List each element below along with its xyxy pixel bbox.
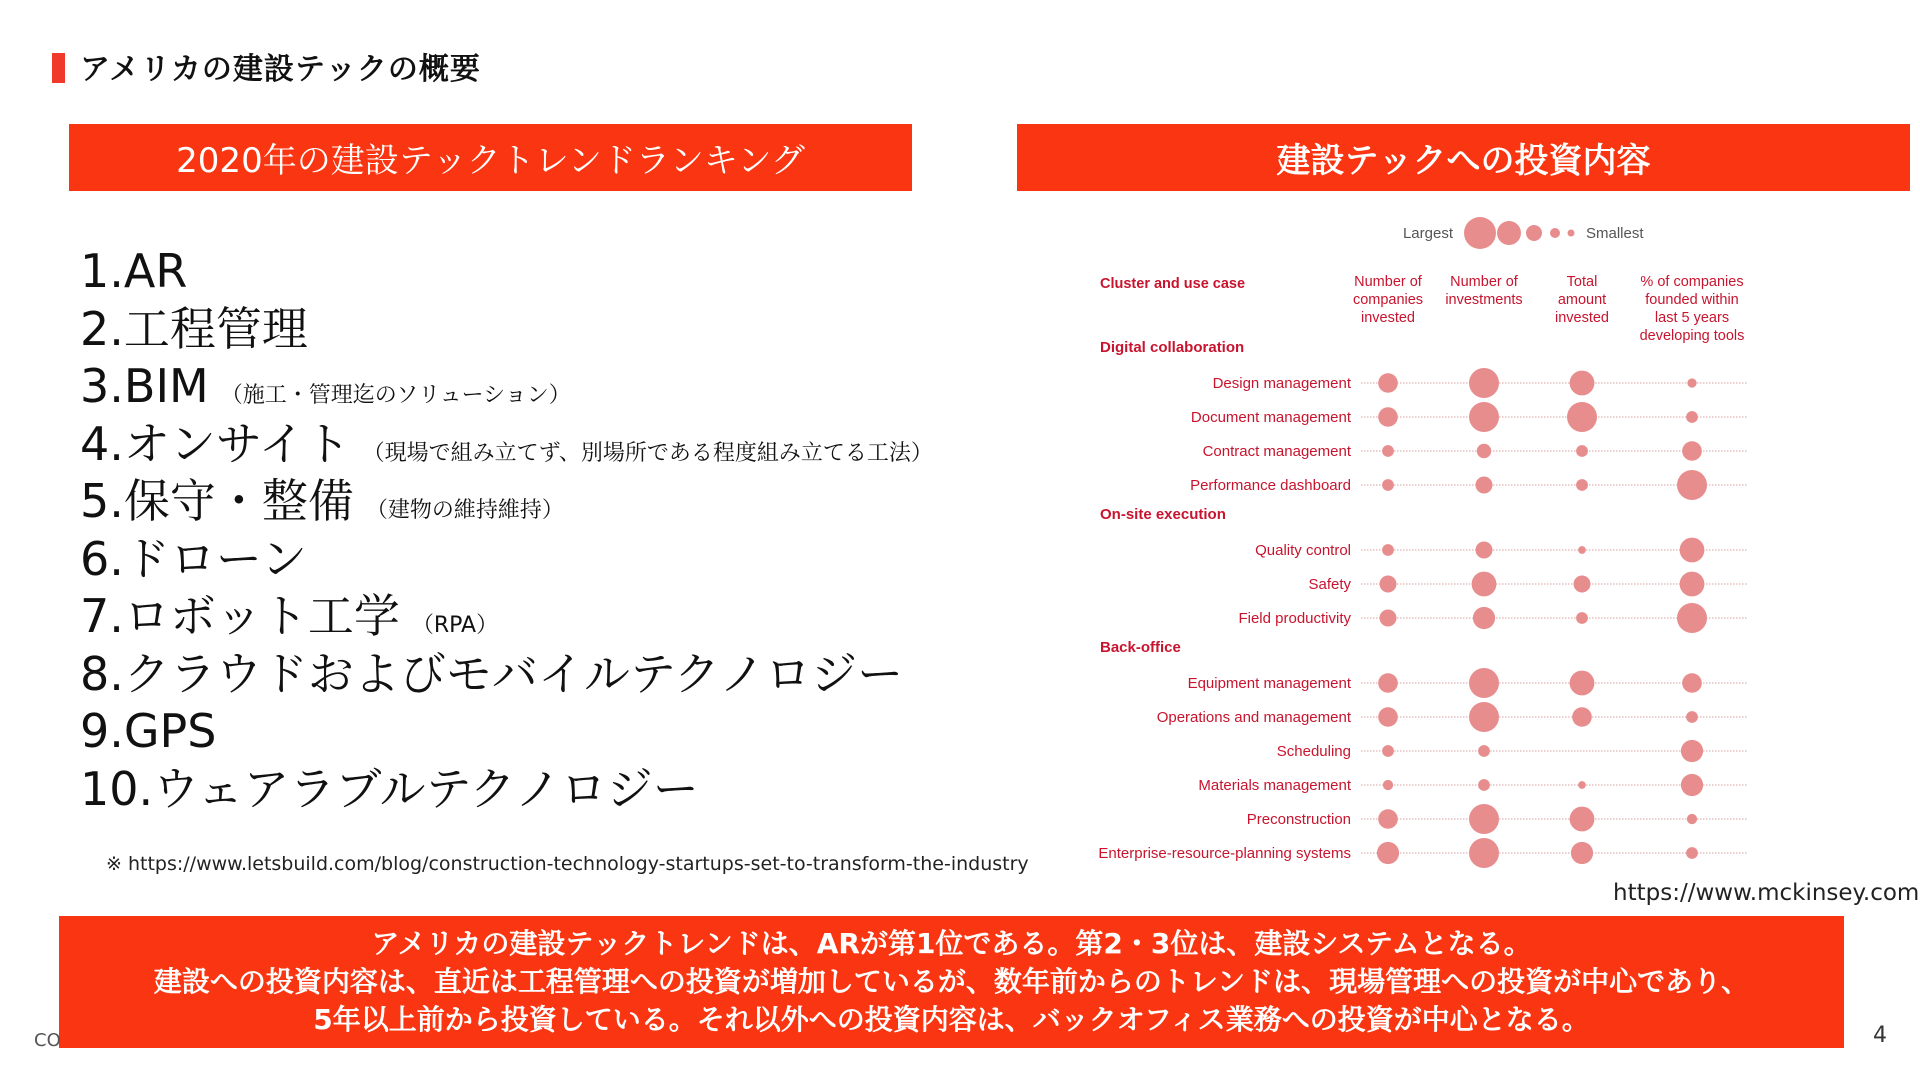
bubble-safety-col3: [1574, 576, 1591, 593]
footer-copyright: CO: [34, 1030, 61, 1051]
ranking-item-label: 4.オンサイト: [80, 416, 351, 471]
bubble-enterprise-resource-planning-systems-col4: [1686, 847, 1698, 859]
bubble-quality-control-col4: [1680, 538, 1705, 563]
ranking-banner: 2020年の建設テックトレンドランキング: [69, 124, 912, 191]
bubble-contract-management-col4: [1682, 441, 1702, 461]
bubble-equipment-management-col4: [1682, 673, 1702, 693]
legend-dot: [1550, 228, 1560, 238]
bubble-design-management-col2: [1469, 368, 1499, 398]
bubble-performance-dashboard-col2: [1476, 477, 1493, 494]
row-label: Equipment management: [1187, 675, 1351, 692]
ranking-item-label: 7.ロボット工学: [80, 589, 400, 643]
ranking-item: [80, 358, 933, 416]
ranking-item: [80, 416, 933, 474]
ranking-item-label: 2.工程管理: [80, 301, 308, 356]
column-header: amount: [1557, 292, 1607, 308]
bubble-field-productivity-col2: [1473, 607, 1495, 629]
bubble-equipment-management-col1: [1378, 673, 1398, 693]
bubble-scheduling-col4: [1681, 740, 1703, 762]
column-header: Total: [1566, 274, 1598, 290]
row-label: Preconstruction: [1246, 811, 1351, 828]
legend-dot: [1568, 230, 1575, 237]
bubble-document-management-col3: [1567, 402, 1597, 432]
bubble-equipment-management-col2: [1469, 668, 1499, 698]
ranking-item-label: 3.BIM: [80, 359, 209, 413]
bubble-scheduling-col2: [1478, 745, 1490, 757]
title-accent-bar: [52, 53, 65, 83]
bubble-materials-management-col2: [1478, 779, 1490, 791]
bubble-preconstruction-col1: [1378, 809, 1398, 829]
legend-dot: [1464, 217, 1496, 249]
ranking-item: [80, 646, 933, 704]
bubble-field-productivity-col4: [1677, 603, 1707, 633]
ranking-item-label: 5.保守・整備: [80, 474, 354, 528]
legend-smallest: Smallest: [1586, 225, 1644, 242]
bubble-safety-col4: [1680, 572, 1705, 597]
column-header: companies: [1352, 292, 1424, 308]
bubble-scheduling-col1: [1382, 745, 1394, 757]
ranking-item: [80, 703, 933, 761]
bubble-quality-control-col2: [1476, 542, 1493, 559]
column-header: invested: [1360, 310, 1416, 326]
column-header: developing tools: [1639, 328, 1745, 344]
ranking-item-label: 10.ウェアラブルテクノロジー: [80, 761, 699, 816]
bubble-materials-management-col3: [1578, 781, 1586, 789]
bubble-design-management-col4: [1687, 378, 1696, 387]
group-header: Digital collaboration: [1100, 339, 1245, 356]
row-label: Enterprise-resource-planning systems: [1098, 845, 1351, 862]
row-label: Contract management: [1202, 443, 1351, 460]
bubble-enterprise-resource-planning-systems-col2: [1469, 838, 1499, 868]
trend-ranking-list: [80, 243, 933, 818]
summary-box: [59, 916, 1844, 1048]
ranking-item: [80, 301, 933, 359]
ranking-item-label: 6.ドローン: [80, 531, 307, 586]
bubble-preconstruction-col2: [1469, 804, 1499, 834]
bubble-materials-management-col4: [1681, 774, 1703, 796]
row-label: Performance dashboard: [1190, 477, 1351, 494]
legend-dot: [1526, 225, 1542, 241]
bubble-enterprise-resource-planning-systems-col3: [1571, 842, 1593, 864]
investment-bubble-chart: [1060, 210, 1920, 870]
ranking-item: [80, 588, 933, 646]
ranking-item: [80, 473, 933, 531]
group-header: Back-office: [1100, 639, 1181, 656]
bubble-performance-dashboard-col1: [1382, 479, 1394, 491]
row-label: Operations and management: [1156, 709, 1351, 726]
summary-line: 建設への投資内容は、直近は工程管理への投資が増加しているが、数年前からのトレンドは、現場管理への投資が中心であり、: [153, 965, 1750, 998]
bubble-performance-dashboard-col3: [1576, 479, 1588, 491]
bubble-operations-and-management-col1: [1378, 707, 1398, 727]
bubble-contract-management-col2: [1477, 444, 1491, 458]
bubble-preconstruction-col3: [1570, 807, 1595, 832]
ranking-item-note: （現場で組み立てず、別場所である程度組み立てる工法）: [362, 440, 933, 466]
ranking-item: [80, 531, 933, 589]
ranking-item: [80, 243, 933, 301]
column-header: founded within: [1645, 292, 1739, 308]
ranking-item-note: （RPA）: [411, 613, 499, 638]
bubble-safety-col2: [1472, 572, 1497, 597]
bubble-enterprise-resource-planning-systems-col1: [1377, 842, 1399, 864]
bubble-quality-control-col3: [1578, 546, 1586, 554]
row-label: Document management: [1190, 409, 1351, 426]
bubble-materials-management-col1: [1383, 780, 1393, 790]
ranking-item-note: （施工・管理迄のソリューション）: [220, 383, 571, 408]
bubble-document-management-col2: [1469, 402, 1499, 432]
bubble-field-productivity-col3: [1576, 612, 1588, 624]
legend-dot: [1497, 221, 1521, 245]
investment-banner: 建設テックへの投資内容: [1017, 124, 1910, 191]
bubble-operations-and-management-col2: [1469, 702, 1499, 732]
ranking-item-label: 1.AR: [80, 244, 188, 298]
row-label: Scheduling: [1276, 743, 1351, 760]
bubble-operations-and-management-col4: [1686, 711, 1698, 723]
row-header: Cluster and use case: [1100, 276, 1246, 292]
page-title: アメリカの建設テックの概要: [80, 52, 481, 87]
column-header: Number of: [1450, 274, 1518, 290]
bubble-field-productivity-col1: [1380, 610, 1397, 627]
ranking-item-note: （建物の維持維持）: [365, 498, 564, 523]
ranking-item: [80, 761, 933, 819]
bubble-performance-dashboard-col4: [1677, 470, 1707, 500]
row-label: Field productivity: [1238, 610, 1351, 627]
column-header: investments: [1445, 292, 1523, 308]
bubble-operations-and-management-col3: [1572, 707, 1592, 727]
row-label: Safety: [1308, 576, 1351, 593]
column-header: last 5 years: [1654, 310, 1730, 326]
summary-line: アメリカの建設テックトレンドは、ARが第1位である。第2・3位は、建設システムとなる。: [371, 927, 1532, 960]
column-header: invested: [1554, 310, 1610, 326]
bubble-equipment-management-col3: [1570, 671, 1595, 696]
chart-source-link[interactable]: https://www.mckinsey.com: [1613, 880, 1920, 906]
group-header: On-site execution: [1100, 506, 1226, 523]
bubble-contract-management-col1: [1382, 445, 1394, 457]
bubble-contract-management-col3: [1576, 445, 1588, 457]
column-header: Number of: [1354, 274, 1422, 290]
ranking-item-label: 9.GPS: [80, 704, 217, 758]
bubble-document-management-col1: [1378, 407, 1398, 427]
bubble-design-management-col1: [1378, 373, 1398, 393]
bubble-document-management-col4: [1686, 411, 1698, 423]
summary-line: 5年以上前から投資している。それ以外への投資内容は、バックオフィス業務への投資が中心となる。: [313, 1003, 1590, 1036]
row-label: Design management: [1212, 375, 1351, 392]
ranking-source-link[interactable]: ※ https://www.letsbuild.com/blog/construction-technology-startups-set-to-transform-the-industry: [106, 853, 1029, 875]
bubble-preconstruction-col4: [1687, 814, 1697, 824]
column-header: % of companies: [1640, 274, 1744, 290]
row-label: Materials management: [1198, 777, 1351, 794]
ranking-item-label: 8.クラウドおよびモバイルテクノロジー: [80, 646, 904, 701]
bubble-safety-col1: [1380, 576, 1397, 593]
bubble-design-management-col3: [1570, 371, 1595, 396]
row-label: Quality control: [1255, 542, 1351, 559]
legend-largest: Largest: [1402, 225, 1453, 242]
page-number: 4: [1873, 1023, 1887, 1048]
bubble-quality-control-col1: [1382, 544, 1394, 556]
